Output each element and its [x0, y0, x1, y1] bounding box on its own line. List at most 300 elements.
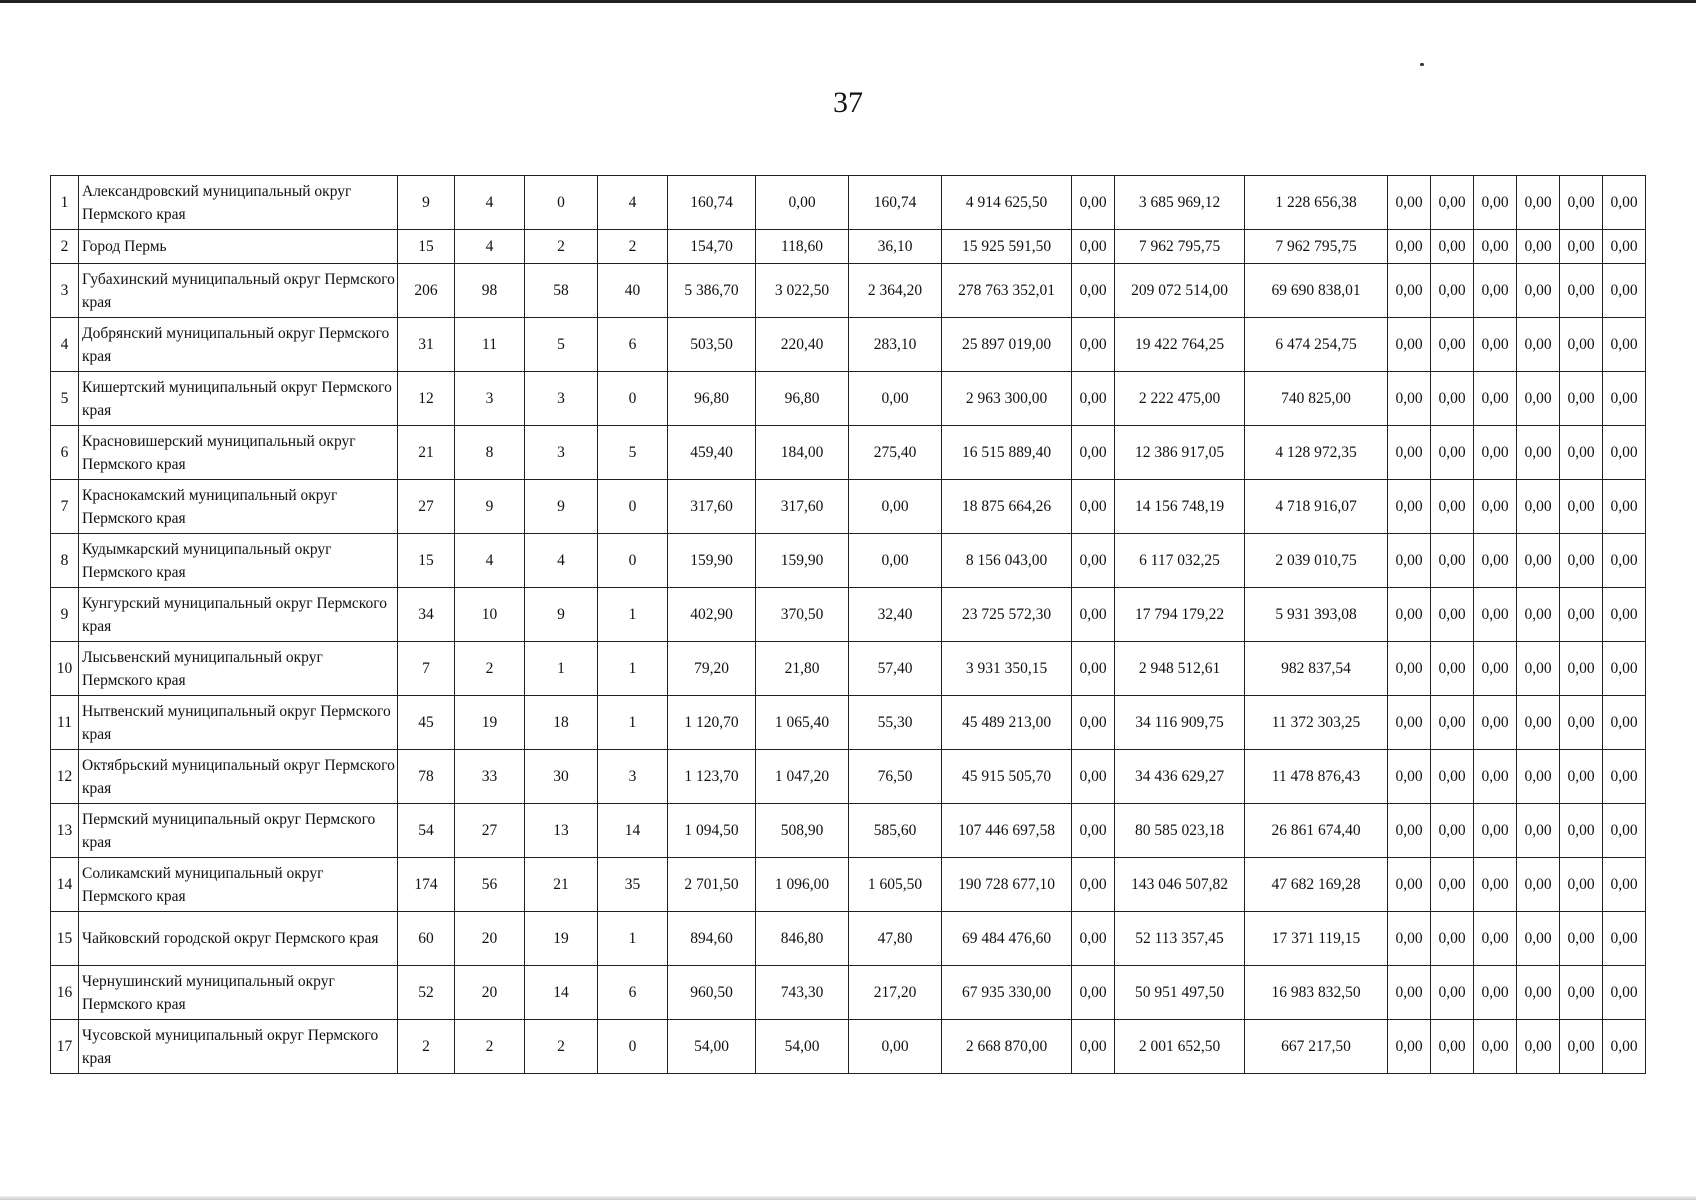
- table-cell: 80 585 023,18: [1115, 804, 1245, 858]
- table-cell: 11 478 876,43: [1245, 750, 1388, 804]
- table-cell: 4: [525, 534, 598, 588]
- table-cell: 894,60: [668, 912, 756, 966]
- table-cell: 0: [598, 1020, 668, 1074]
- table-cell: 5: [525, 318, 598, 372]
- data-table: [50, 175, 1646, 1074]
- table-cell: 17 794 179,22: [1115, 588, 1245, 642]
- table-cell: 26 861 674,40: [1245, 804, 1388, 858]
- table-cell: 19: [525, 912, 598, 966]
- table-cell: 34: [398, 588, 455, 642]
- table-cell: 5 931 393,08: [1245, 588, 1388, 642]
- row-number: 12: [51, 750, 79, 804]
- table-cell: 0,00: [1474, 372, 1517, 426]
- table-cell: 0,00: [1560, 642, 1603, 696]
- table-cell: 2: [525, 1020, 598, 1074]
- table-cell: 4: [455, 176, 525, 230]
- table-cell: 1 047,20: [756, 750, 849, 804]
- row-number: 2: [51, 230, 79, 264]
- table-cell: 0,00: [1603, 230, 1646, 264]
- table-cell: 0,00: [1603, 426, 1646, 480]
- table-cell: 0,00: [1517, 318, 1560, 372]
- table-cell: 118,60: [756, 230, 849, 264]
- table-cell: 508,90: [756, 804, 849, 858]
- table-cell: 16 515 889,40: [942, 426, 1072, 480]
- table-cell: 0,00: [1603, 588, 1646, 642]
- table-cell: 96,80: [756, 372, 849, 426]
- table-cell: 1 096,00: [756, 858, 849, 912]
- table-cell: 0,00: [1431, 696, 1474, 750]
- table-cell: 5: [598, 426, 668, 480]
- table-cell: 2 948 512,61: [1115, 642, 1245, 696]
- table-cell: 17 371 119,15: [1245, 912, 1388, 966]
- table-cell: 3: [598, 750, 668, 804]
- table-cell: 0,00: [1388, 750, 1431, 804]
- municipality-name: Чайковский городской округ Пермского края: [79, 912, 398, 966]
- table-cell: 10: [455, 588, 525, 642]
- table-cell: 0,00: [1431, 372, 1474, 426]
- table-cell: 0,00: [1560, 426, 1603, 480]
- table-cell: 55,30: [849, 696, 942, 750]
- table-cell: 0,00: [1560, 912, 1603, 966]
- table-cell: 0,00: [1517, 750, 1560, 804]
- table-cell: 217,20: [849, 966, 942, 1020]
- table-cell: 1 094,50: [668, 804, 756, 858]
- table-cell: 0,00: [1517, 588, 1560, 642]
- municipality-name: Кишертский муниципальный округ Пермского края: [79, 372, 398, 426]
- table-cell: 220,40: [756, 318, 849, 372]
- table-cell: 47,80: [849, 912, 942, 966]
- table-cell: 3 685 969,12: [1115, 176, 1245, 230]
- table-cell: 0,00: [1560, 804, 1603, 858]
- table-cell: 0,00: [1072, 858, 1115, 912]
- table-row: [51, 264, 1646, 318]
- table-cell: 0,00: [1603, 318, 1646, 372]
- table-cell: 6 117 032,25: [1115, 534, 1245, 588]
- table-cell: 0,00: [1431, 1020, 1474, 1074]
- table-cell: 0,00: [1517, 858, 1560, 912]
- table-cell: 0,00: [1560, 318, 1603, 372]
- table-cell: 0,00: [1474, 912, 1517, 966]
- table-cell: 11 372 303,25: [1245, 696, 1388, 750]
- table-cell: 34 116 909,75: [1115, 696, 1245, 750]
- table-cell: 0,00: [1603, 696, 1646, 750]
- table-cell: 0: [525, 176, 598, 230]
- municipality-name: Нытвенский муниципальный округ Пермского края: [79, 696, 398, 750]
- table-row: [51, 642, 1646, 696]
- table-cell: 21,80: [756, 642, 849, 696]
- table-cell: 23 725 572,30: [942, 588, 1072, 642]
- table-row: [51, 912, 1646, 966]
- table-cell: 0,00: [1603, 1020, 1646, 1074]
- table-cell: 2 222 475,00: [1115, 372, 1245, 426]
- table-cell: 0,00: [1388, 642, 1431, 696]
- table-cell: 3: [525, 426, 598, 480]
- table-cell: 0,00: [1388, 696, 1431, 750]
- table-cell: 740 825,00: [1245, 372, 1388, 426]
- table-cell: 12 386 917,05: [1115, 426, 1245, 480]
- table-cell: 31: [398, 318, 455, 372]
- table-cell: 743,30: [756, 966, 849, 1020]
- municipality-name: Добрянский муниципальный округ Пермского края: [79, 318, 398, 372]
- table-cell: 25 897 019,00: [942, 318, 1072, 372]
- table-cell: 1: [598, 912, 668, 966]
- municipality-name: Красновишерский муниципальный округ Пермского края: [79, 426, 398, 480]
- table-cell: 0,00: [1474, 966, 1517, 1020]
- table-cell: 4: [598, 176, 668, 230]
- table-cell: 2: [398, 1020, 455, 1074]
- table-cell: 0,00: [1474, 318, 1517, 372]
- table-cell: 9: [398, 176, 455, 230]
- table-row: [51, 176, 1646, 230]
- table-cell: 54,00: [756, 1020, 849, 1074]
- table-cell: 45 915 505,70: [942, 750, 1072, 804]
- table-cell: 846,80: [756, 912, 849, 966]
- table-cell: 0,00: [1388, 230, 1431, 264]
- table-cell: 20: [455, 912, 525, 966]
- table-cell: 0,00: [1431, 534, 1474, 588]
- table-cell: 0,00: [1474, 696, 1517, 750]
- table-cell: 0,00: [1388, 264, 1431, 318]
- table-cell: 0,00: [1474, 426, 1517, 480]
- table-row: [51, 426, 1646, 480]
- table-cell: 3: [455, 372, 525, 426]
- municipality-name: Лысьвенский муниципальный округ Пермского края: [79, 642, 398, 696]
- table-cell: 15: [398, 534, 455, 588]
- table-cell: 0,00: [1388, 1020, 1431, 1074]
- table-cell: 21: [525, 858, 598, 912]
- municipality-name: Октябрьский муниципальный округ Пермского края: [79, 750, 398, 804]
- table-cell: 206: [398, 264, 455, 318]
- table-cell: 14: [525, 966, 598, 1020]
- table-cell: 0: [598, 372, 668, 426]
- table-row: [51, 230, 1646, 264]
- table-cell: 76,50: [849, 750, 942, 804]
- municipality-name: Губахинский муниципальный округ Пермского края: [79, 264, 398, 318]
- table-cell: 0,00: [1603, 912, 1646, 966]
- table-cell: 18 875 664,26: [942, 480, 1072, 534]
- table-cell: 8: [455, 426, 525, 480]
- table-cell: 0,00: [1560, 588, 1603, 642]
- table-cell: 0,00: [849, 480, 942, 534]
- table-cell: 0,00: [1603, 804, 1646, 858]
- table-cell: 0,00: [1474, 264, 1517, 318]
- table-cell: 7: [398, 642, 455, 696]
- table-cell: 0,00: [1560, 176, 1603, 230]
- table-cell: 0,00: [1517, 642, 1560, 696]
- table-cell: 0,00: [1388, 912, 1431, 966]
- table-row: [51, 750, 1646, 804]
- table-cell: 154,70: [668, 230, 756, 264]
- table-row: [51, 534, 1646, 588]
- table-cell: 14: [598, 804, 668, 858]
- table-cell: 107 446 697,58: [942, 804, 1072, 858]
- row-number: 5: [51, 372, 79, 426]
- table-cell: 2 701,50: [668, 858, 756, 912]
- table-cell: 27: [455, 804, 525, 858]
- table-cell: 52: [398, 966, 455, 1020]
- table-cell: 0,00: [1517, 804, 1560, 858]
- table-cell: 0,00: [1431, 858, 1474, 912]
- table-cell: 0,00: [1072, 176, 1115, 230]
- page-number: 37: [833, 86, 863, 119]
- table-cell: 0,00: [1517, 696, 1560, 750]
- table-cell: 5 386,70: [668, 264, 756, 318]
- table-cell: 0,00: [1431, 912, 1474, 966]
- data-table-container: [50, 175, 1646, 1074]
- table-cell: 0,00: [1603, 372, 1646, 426]
- table-row: [51, 372, 1646, 426]
- table-cell: 0,00: [1072, 966, 1115, 1020]
- table-row: [51, 696, 1646, 750]
- table-cell: 0,00: [1388, 804, 1431, 858]
- municipality-name: Город Пермь: [79, 230, 398, 264]
- table-cell: 0,00: [1517, 480, 1560, 534]
- row-number: 16: [51, 966, 79, 1020]
- table-cell: 503,50: [668, 318, 756, 372]
- table-cell: 0,00: [1603, 750, 1646, 804]
- municipality-name: Кудымкарский муниципальный округ Пермского края: [79, 534, 398, 588]
- table-row: [51, 318, 1646, 372]
- table-cell: 0,00: [1431, 318, 1474, 372]
- table-cell: 3 931 350,15: [942, 642, 1072, 696]
- table-row: [51, 966, 1646, 1020]
- table-cell: 0,00: [1560, 480, 1603, 534]
- table-cell: 174: [398, 858, 455, 912]
- table-cell: 1: [525, 642, 598, 696]
- table-cell: 3: [525, 372, 598, 426]
- row-number: 3: [51, 264, 79, 318]
- table-cell: 0,00: [1560, 372, 1603, 426]
- table-cell: 190 728 677,10: [942, 858, 1072, 912]
- table-cell: 15: [398, 230, 455, 264]
- table-row: [51, 588, 1646, 642]
- table-cell: 79,20: [668, 642, 756, 696]
- row-number: 15: [51, 912, 79, 966]
- row-number: 1: [51, 176, 79, 230]
- table-cell: 9: [525, 480, 598, 534]
- table-cell: 45 489 213,00: [942, 696, 1072, 750]
- row-number: 7: [51, 480, 79, 534]
- table-cell: 69 690 838,01: [1245, 264, 1388, 318]
- table-cell: 57,40: [849, 642, 942, 696]
- municipality-name: Пермский муниципальный округ Пермского края: [79, 804, 398, 858]
- table-cell: 0,00: [849, 1020, 942, 1074]
- row-number: 4: [51, 318, 79, 372]
- table-cell: 0,00: [1431, 804, 1474, 858]
- table-cell: 2 039 010,75: [1245, 534, 1388, 588]
- table-cell: 0,00: [1072, 230, 1115, 264]
- table-cell: 0,00: [1431, 480, 1474, 534]
- table-cell: 98: [455, 264, 525, 318]
- table-cell: 78: [398, 750, 455, 804]
- table-cell: 0,00: [1603, 534, 1646, 588]
- table-cell: 36,10: [849, 230, 942, 264]
- table-cell: 0,00: [1388, 480, 1431, 534]
- table-cell: 1 605,50: [849, 858, 942, 912]
- table-body: [51, 176, 1646, 1074]
- table-cell: 278 763 352,01: [942, 264, 1072, 318]
- row-number: 17: [51, 1020, 79, 1074]
- table-cell: 50 951 497,50: [1115, 966, 1245, 1020]
- table-cell: 0,00: [1474, 588, 1517, 642]
- table-cell: 0: [598, 534, 668, 588]
- table-cell: 2 001 652,50: [1115, 1020, 1245, 1074]
- table-cell: 667 217,50: [1245, 1020, 1388, 1074]
- table-cell: 14 156 748,19: [1115, 480, 1245, 534]
- table-cell: 32,40: [849, 588, 942, 642]
- table-cell: 0,00: [1517, 966, 1560, 1020]
- table-cell: 2: [455, 1020, 525, 1074]
- table-cell: 6: [598, 318, 668, 372]
- table-cell: 0,00: [1072, 912, 1115, 966]
- table-cell: 7 962 795,75: [1245, 230, 1388, 264]
- table-cell: 1 123,70: [668, 750, 756, 804]
- table-cell: 2: [525, 230, 598, 264]
- scan-speck: [1420, 63, 1424, 66]
- municipality-name: Соликамский муниципальный округ Пермского края: [79, 858, 398, 912]
- table-cell: 0,00: [1603, 858, 1646, 912]
- table-cell: 0,00: [1560, 264, 1603, 318]
- table-cell: 19 422 764,25: [1115, 318, 1245, 372]
- table-cell: 585,60: [849, 804, 942, 858]
- row-number: 9: [51, 588, 79, 642]
- table-cell: 7 962 795,75: [1115, 230, 1245, 264]
- row-number: 10: [51, 642, 79, 696]
- table-cell: 21: [398, 426, 455, 480]
- table-cell: 0,00: [1560, 534, 1603, 588]
- table-cell: 184,00: [756, 426, 849, 480]
- table-cell: 370,50: [756, 588, 849, 642]
- table-cell: 0: [598, 480, 668, 534]
- table-cell: 1 120,70: [668, 696, 756, 750]
- table-cell: 54: [398, 804, 455, 858]
- table-cell: 143 046 507,82: [1115, 858, 1245, 912]
- table-cell: 0,00: [1603, 480, 1646, 534]
- table-cell: 0,00: [1431, 230, 1474, 264]
- table-cell: 0,00: [1603, 176, 1646, 230]
- municipality-name: Чусовской муниципальный округ Пермского края: [79, 1020, 398, 1074]
- table-cell: 0,00: [1517, 230, 1560, 264]
- table-cell: 47 682 169,28: [1245, 858, 1388, 912]
- table-cell: 9: [525, 588, 598, 642]
- table-cell: 0,00: [1474, 750, 1517, 804]
- table-cell: 0,00: [849, 534, 942, 588]
- table-cell: 0,00: [1072, 264, 1115, 318]
- table-cell: 0,00: [1560, 750, 1603, 804]
- table-cell: 0,00: [1560, 858, 1603, 912]
- table-cell: 4: [455, 534, 525, 588]
- table-cell: 11: [455, 318, 525, 372]
- table-cell: 4 718 916,07: [1245, 480, 1388, 534]
- table-cell: 16 983 832,50: [1245, 966, 1388, 1020]
- table-cell: 283,10: [849, 318, 942, 372]
- table-cell: 160,74: [668, 176, 756, 230]
- table-cell: 30: [525, 750, 598, 804]
- table-cell: 12: [398, 372, 455, 426]
- table-cell: 159,90: [756, 534, 849, 588]
- table-cell: 0,00: [1517, 176, 1560, 230]
- row-number: 14: [51, 858, 79, 912]
- table-cell: 0,00: [1560, 230, 1603, 264]
- table-cell: 0,00: [1474, 480, 1517, 534]
- table-cell: 45: [398, 696, 455, 750]
- table-cell: 209 072 514,00: [1115, 264, 1245, 318]
- table-cell: 4 128 972,35: [1245, 426, 1388, 480]
- table-cell: 13: [525, 804, 598, 858]
- table-cell: 35: [598, 858, 668, 912]
- table-cell: 0,00: [849, 372, 942, 426]
- table-cell: 0,00: [1072, 372, 1115, 426]
- table-cell: 0,00: [1072, 534, 1115, 588]
- table-cell: 317,60: [668, 480, 756, 534]
- table-cell: 34 436 629,27: [1115, 750, 1245, 804]
- table-cell: 159,90: [668, 534, 756, 588]
- table-cell: 33: [455, 750, 525, 804]
- table-cell: 67 935 330,00: [942, 966, 1072, 1020]
- table-cell: 1: [598, 696, 668, 750]
- table-cell: 0,00: [1603, 264, 1646, 318]
- table-cell: 1 065,40: [756, 696, 849, 750]
- table-cell: 0,00: [1474, 534, 1517, 588]
- table-cell: 1 228 656,38: [1245, 176, 1388, 230]
- table-cell: 0,00: [1560, 696, 1603, 750]
- row-number: 6: [51, 426, 79, 480]
- table-cell: 402,90: [668, 588, 756, 642]
- table-cell: 1: [598, 588, 668, 642]
- table-row: [51, 480, 1646, 534]
- table-row: [51, 804, 1646, 858]
- table-cell: 2: [455, 642, 525, 696]
- table-cell: 0,00: [1072, 588, 1115, 642]
- table-cell: 58: [525, 264, 598, 318]
- municipality-name: Александровский муниципальный округ Пермского края: [79, 176, 398, 230]
- table-row: [51, 1020, 1646, 1074]
- table-cell: 2 963 300,00: [942, 372, 1072, 426]
- table-cell: 0,00: [1072, 318, 1115, 372]
- table-cell: 0,00: [1431, 642, 1474, 696]
- table-cell: 459,40: [668, 426, 756, 480]
- table-cell: 0,00: [1474, 230, 1517, 264]
- table-cell: 0,00: [1603, 966, 1646, 1020]
- table-cell: 1: [598, 642, 668, 696]
- table-cell: 0,00: [1431, 966, 1474, 1020]
- table-cell: 0,00: [1388, 372, 1431, 426]
- table-cell: 0,00: [1072, 642, 1115, 696]
- table-cell: 52 113 357,45: [1115, 912, 1245, 966]
- table-cell: 317,60: [756, 480, 849, 534]
- table-cell: 0,00: [1072, 480, 1115, 534]
- table-cell: 18: [525, 696, 598, 750]
- table-cell: 275,40: [849, 426, 942, 480]
- table-cell: 0,00: [1474, 176, 1517, 230]
- table-cell: 4: [455, 230, 525, 264]
- table-cell: 27: [398, 480, 455, 534]
- table-cell: 0,00: [1388, 858, 1431, 912]
- table-cell: 56: [455, 858, 525, 912]
- table-cell: 4 914 625,50: [942, 176, 1072, 230]
- table-cell: 0,00: [1072, 696, 1115, 750]
- table-cell: 982 837,54: [1245, 642, 1388, 696]
- page-top-edge: [0, 0, 1696, 3]
- table-cell: 19: [455, 696, 525, 750]
- table-cell: 60: [398, 912, 455, 966]
- table-cell: 15 925 591,50: [942, 230, 1072, 264]
- table-row: [51, 858, 1646, 912]
- table-cell: 0,00: [1517, 534, 1560, 588]
- row-number: 11: [51, 696, 79, 750]
- table-cell: 0,00: [1474, 642, 1517, 696]
- table-cell: 9: [455, 480, 525, 534]
